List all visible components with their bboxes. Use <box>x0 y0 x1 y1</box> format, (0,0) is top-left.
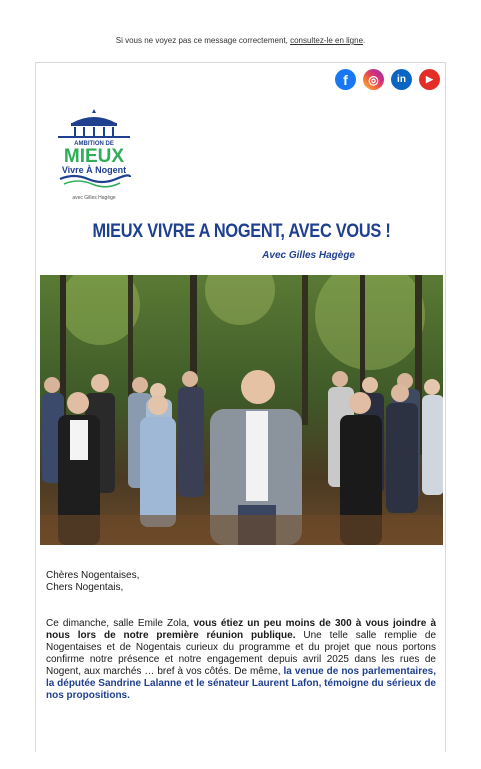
paragraph-1-parliament: la venue de nos parlementaires, la députée Sandrine Lalanne et le sénateur Laurent Lafon, témoigne du sérieux de nos propositions. <box>46 666 436 701</box>
group-photo <box>40 275 443 545</box>
paragraph-1 <box>46 618 436 702</box>
group-photo-image <box>40 275 443 545</box>
linkedin-glyph: in <box>397 74 406 85</box>
campaign-logo <box>54 109 144 204</box>
view-online-link[interactable]: consultez-le en ligne <box>290 36 364 45</box>
youtube-icon[interactable] <box>419 69 440 90</box>
facebook-glyph: f <box>343 71 348 88</box>
preheader <box>0 36 481 45</box>
linkedin-icon[interactable] <box>391 69 412 90</box>
logo-top-line: AMBITION DE <box>74 141 114 147</box>
greeting-line-1: Chères Nogentaises, <box>46 570 140 581</box>
letter-body <box>46 570 436 702</box>
paragraph-1-body: Une telle salle remplie de Nogentaises et de Nogentais curieux du programme et du projet que nous portons confirme notre présence et notre engagement depuis avril 2025 dans les rues de Nogent, aux marchés … bref à vos côtés. De même, <box>46 630 437 677</box>
logo-graphic <box>54 109 134 195</box>
instagram-glyph: ◎ <box>368 72 379 87</box>
headline: MIEUX VIVRE A NOGENT, AVEC VOUS ! <box>92 221 391 242</box>
logo-tagline: avec Gilles Hagège <box>72 195 116 201</box>
instagram-icon[interactable] <box>363 69 384 90</box>
social-links <box>335 69 440 90</box>
preheader-text: Si vous ne voyez pas ce message correctement, <box>115 36 288 45</box>
greeting-line-2: Chers Nogentais, <box>46 582 124 593</box>
preheader-suffix: . <box>363 36 366 45</box>
facebook-icon[interactable] <box>335 69 356 90</box>
newsletter-card <box>35 62 446 752</box>
paragraph-1-intro: Ce dimanche, salle Emile Zola, <box>46 618 190 629</box>
logo-main: MIEUX <box>63 146 125 167</box>
paragraph-1-highlight: vous étiez un peu moins de 300 à vous joindre à nous lors de notre première réunion publique. <box>46 618 437 641</box>
youtube-glyph: ▶ <box>426 74 433 84</box>
logo-sub: Vivre À Nogent <box>61 165 127 175</box>
subline: Avec Gilles Hagège <box>262 250 355 261</box>
